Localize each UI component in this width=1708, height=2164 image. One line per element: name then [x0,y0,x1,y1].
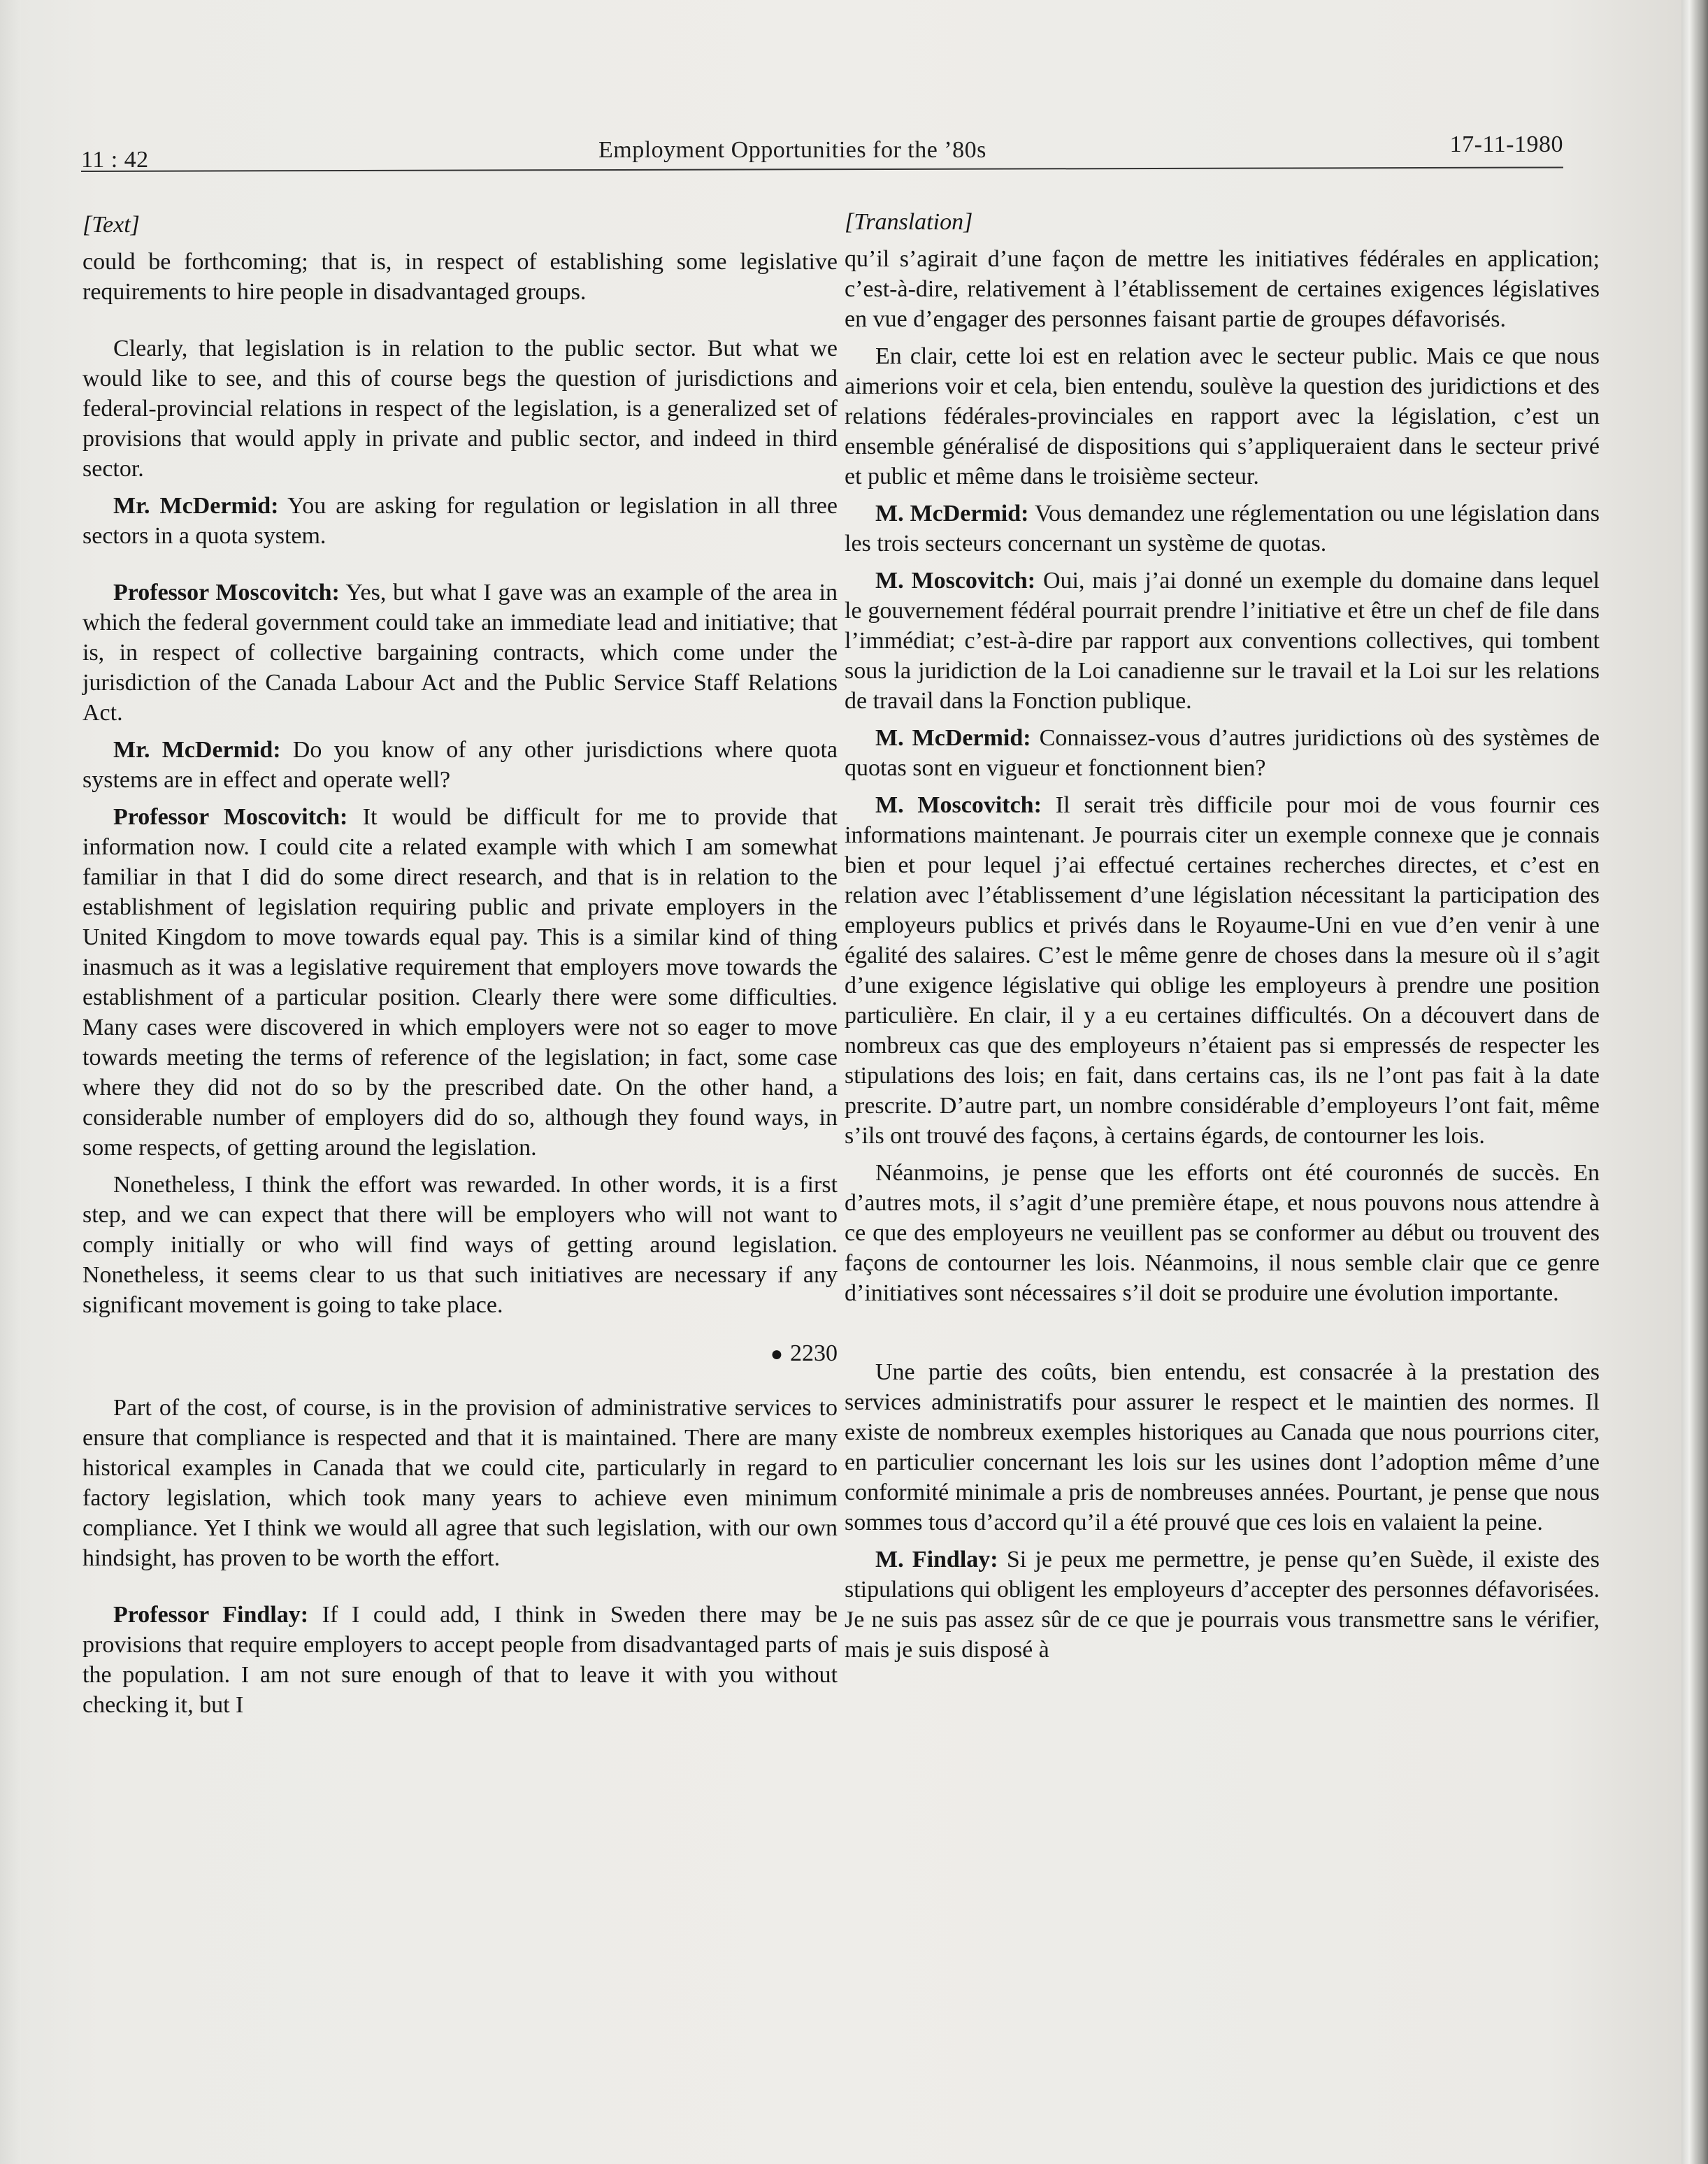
page-number: 11 : 42 [81,147,149,173]
french-column [845,207,1600,1672]
speaker-name: Professor Moscovitch: [113,580,340,606]
speech-text: Yes, but what I gave was an example of the area in which the federal government could take an immediate lead and initiative; that is, in respect of collective bargaining contracts, which come under the jurisdiction of the Canada Labour Act and the Public Service Staff Relations Act. [82,580,838,726]
speaker-name: M. McDermid: [875,501,1029,526]
paragraph: qu’il s’agirait d’une façon de mettre les initiatives fédérales en application; c’est-à-dire, relativement à l’établissement de certaines exigences législatives en vue d’engager des personnes faisant partie de groupes défavorisés. [845,246,1600,332]
book-spine [1681,0,1708,2164]
speech [82,735,838,795]
speech [845,790,1600,1151]
section-label-text: [Text] [82,212,140,238]
english-column [82,210,838,1727]
paragraph: Clearly, that legislation is in relation to the public sector. But what we would like to see, and this of course begs the question of jurisdictions and federal-provincial relations in respect of the legislation, is a generalized set of provisions that would apply in private and public sector, and indeed in third sector. [82,336,838,482]
speaker-name: Mr. McDermid: [113,493,279,519]
paragraph: Part of the cost, of course, is in the provision of administrative services to ensure that compliance is respected and that it is maintained. There are many historical examples in Canada that we could cite, particularly in regard to factory legislation, which took many years to achieve even minimum compliance. Yet I think we would all agree that such legislation, with our own hindsight, has proven to be worth the effort. [82,1395,838,1571]
speech-text: Il serait très difficile pour moi de vous fournir ces informations maintenant. Je pourrais citer un exemple connexe que je connais bien et pour lequel j’ai effectué certaines recherches directes, et c’est en relation avec l’établissement d’une législation nécessitant la participation des employeurs publics et privés dans le Royaume-Uni en vue d’en venir à une égalité des salaires. C’est le même genre de choses dans la mesure où il s’agit d’une exigence législative qui oblige les employeurs à prendre une position particulière. En clair, il y a eu certaines difficultés. On a découvert dans de nombreux cas que des employeurs n’étaient pas si empressés de respecter les stipulations des lois; en fait, dans certains cas, ils ne l’ont pas fait à la date prescrite. D’autre part, un nombre considérable d’employeurs l’ont fait, même s’ils ont trouvé des façons, à certains égards, de contourner les lois. [845,792,1600,1149]
publication-title: Employment Opportunities for the ’80s [598,137,986,163]
speech [82,491,838,551]
section-label-translation: [Translation] [845,209,973,235]
page-edge [0,0,21,2164]
speaker-name: Professor Moscovitch: [113,804,348,830]
speech [845,1545,1600,1665]
speech-text: Oui, mais j’ai donné un exemple du domaine dans lequel le gouvernement fédéral pourrait prendre l’initiative et être un chef de file dans l’immédiat; c’est-à-dire par rapport aux conventions collectives, qui tombent sous la juridiction de la Loi canadienne sur le travail et la Loi sur les relations de travail dans la Fonction publique. [845,568,1600,714]
speech-text: Do you know of any other jurisdictions where quota systems are in effect and operate well? [82,737,838,793]
speaker-name: M. Findlay: [875,1547,998,1572]
time-marker [82,1338,838,1369]
speech-text: You are asking for regulation or legislation in all three sectors in a quota system. [82,493,838,549]
paragraph: Nonetheless, I think the effort was rewarded. In other words, it is a first step, and we can expect that there will be employers who will not want to comply initially or who will find ways of getting around legislation. Nonetheless, it seems clear to us that such initiatives are necessary if any significant movement is going to take place. [82,1172,838,1318]
header-date: 17-11-1980 [1449,131,1563,157]
speaker-name: Mr. McDermid: [113,737,281,763]
speaker-name: Professor Findlay: [113,1602,309,1628]
speaker-name: M. McDermid: [875,725,1031,751]
speech [82,802,838,1163]
time-marker-value: 2230 [790,1340,838,1366]
speech [82,1600,838,1720]
paragraph: could be forthcoming; that is, in respect of establishing some legislative requirements to hire people in disadvantaged groups. [82,249,838,305]
speech [845,566,1600,716]
speech-text: If I could add, I think in Sweden there may be provisions that require employers to accept people from disadvantaged parts of the population. I am not sure enough of that to leave it with you without checking it, but I [82,1602,838,1718]
speech [82,578,838,728]
speech-text: Connaissez-vous d’autres juridictions où des systèmes de quotas sont en vigueur et fonctionnent bien? [845,725,1600,781]
paragraph: Une partie des coûts, bien entendu, est consacrée à la prestation des services administratifs pour assurer le respect et le maintien des normes. Il existe de nombreux exemples historiques au Canada que nous pourrions citer, en particulier concernant les lois sur les usines dont l’adoption même d’une conformité minimale a pris de nombreuses années. Pourtant, je pense que nous sommes tous d’accord qu’il a été prouvé que ces lois en valaient la peine. [845,1359,1600,1535]
speech-text: Si je peux me permettre, je pense qu’en Suède, il existe des stipulations qui obligent les employeurs d’accepter des personnes défavorisées. Je ne suis pas assez sûr de ce que je pourrais vous transmettre sans le vérifier, mais je suis disposé à [845,1547,1600,1663]
speech [845,499,1600,559]
speech-text: Vous demandez une réglementation ou une législation dans les trois secteurs concernant un système de quotas. [845,501,1600,557]
speaker-name: M. Moscovitch: [875,568,1036,594]
speech [845,723,1600,783]
paragraph: Néanmoins, je pense que les efforts ont été couronnés de succès. En d’autres mots, il s’agit d’une première étape, et nous pouvons nous attendre à ce que des employeurs ne veuillent pas se conformer au début ou trouvent des façons de contourner les lois. Néanmoins, il nous semble clair que ce genre d’initiatives sont nécessaires s’il doit se produire une évolution importante. [845,1160,1600,1306]
bullet-icon: ● [770,1342,783,1366]
speech-text: It would be difficult for me to provide that information now. I could cite a related example with which I am somewhat familiar in that I did do some direct research, and that is in relation to the establishment of legislation requiring public and private employers in the United Kingdom to move towards equal pay. This is a similar kind of thing inasmuch as it was a legislative requirement that employers move towards the establishment of a particular position. Clearly there were some difficulties. Many cases were discovered in which employers were not so eager to move towards meeting the terms of reference of the legislation; in fact, some case where they did not do so by the prescribed date. On the other hand, a considerable number of employers did do so, although they found ways, in some respects, of getting around the legislation. [82,804,838,1161]
paragraph: En clair, cette loi est en relation avec le secteur public. Mais ce que nous aimerions voir et cela, bien entendu, soulève la question des juridictions et des relations fédérales-provinciales en rapport avec la législation, c’est un ensemble généralisé de dispositions qui s’appliqueraient dans le secteur privé et public et même dans le troisième secteur. [845,343,1600,489]
speaker-name: M. Moscovitch: [875,792,1042,818]
